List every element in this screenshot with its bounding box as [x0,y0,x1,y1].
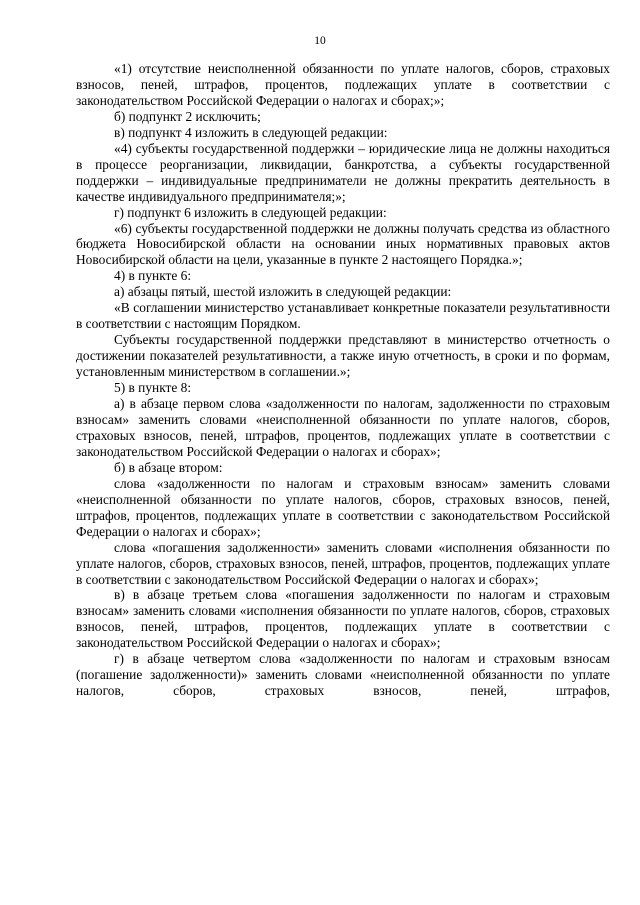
paragraph-v-sub4-intro: в) подпункт 4 изложить в следующей редакции: [114,124,388,140]
paragraph-reporting: Субъекты государственной поддержки представляют в министерство отчетность о достижении показателей результативности, а также иную отчетность, в сроки и по формам, установленным министерством в соглашении.»; [76,332,610,380]
paragraph-item4-point6: 4) в пункте 6: [114,268,192,284]
page-number: 10 [314,35,326,47]
paragraph-sub6-text: «6) субъекты государственной поддержки не должны получать средства из областного бюджета Новосибирской области на основании иных нормативных правовых актов Новосибирской области на цели, указанные в пункте 2 настоящего Порядка.»; [76,220,610,268]
paragraph-agreement-indicators: «В соглашении министерство устанавливает конкретные показатели результативности в соответствии с настоящим Порядком. [76,300,610,332]
paragraph-abz2-words-repayment: слова «погашения задолженности» заменить словами «исполнения обязанности по уплате налогов, сборов, страховых взносов, пеней, штрафов, процентов, подлежащих уплате в соответствии с законодательством Российской Федерации о налогах и сборах»; [76,539,610,587]
paragraph-b-abz2-intro: б) в абзаце втором: [114,459,223,475]
paragraph-v-abz3: в) в абзаце третьем слова «погашения задолженности по налогам и страховым взносам» заменить словами «исполнения обязанности по уплате налогов, сборов, страховых взносов, пеней, штрафов, процентов, подлежащих уплате в соответствии с законодательством Российской Федерации о налогах и сборах»; [76,587,610,651]
paragraph-a-abz1: а) в абзаце первом слова «задолженности по налогам, задолженности по страховым взносам» заменить словами «неисполненной обязанности по уплате налогов, сборов, страховых взносов, пеней, штрафов, процентов, подлежащих уплате в соответствии с законодательством Российской Федерации о налогах и сборах»; [76,396,610,459]
paragraph-g-abz4: г) в абзаце четвертом слова «задолженности по налогам и страховым взносам (погашение задолженности)» заменить словами «неисполненной обязанности по уплате налогов, сборов, страховых взносов, пеней, штрафов, [76,651,610,699]
paragraph-sub1-no-arrears: «1) отсутствие неисполненной обязанности по уплате налогов, сборов, страховых взносов, пеней, штрафов, процентов, подлежащих уплате в соответствии с законодательством Российской Федерации о налогах и сборах;»; [76,61,610,108]
paragraph-b-exclude-sub2: б) подпункт 2 исключить; [114,108,261,124]
paragraph-a-abz5-6-intro: а) абзацы пятый, шестой изложить в следующей редакции: [114,284,452,300]
paragraph-g-sub6-intro: г) подпункт 6 изложить в следующей редакции: [114,204,387,220]
document-body [76,61,610,699]
paragraph-abz2-words-arrears: слова «задолженности по налогам и страховым взносам» заменить словами «неисполненной обязанности по уплате налогов, сборов, страховых взносов, пеней, штрафов, процентов, подлежащих уплате в соответствии с законодательством Российской Федерации о налогах и сборах»; [76,475,610,539]
paragraph-item5-point8: 5) в пункте 8: [114,380,192,396]
paragraph-sub4-text: «4) субъекты государственной поддержки – юридические лица не должны находиться в процессе реорганизации, ликвидации, банкротства, а субъекты государственной поддержки – индивидуальные предприниматели не должны прекратить деятельность в качестве индивидуального предпринимателя;»; [76,140,610,204]
